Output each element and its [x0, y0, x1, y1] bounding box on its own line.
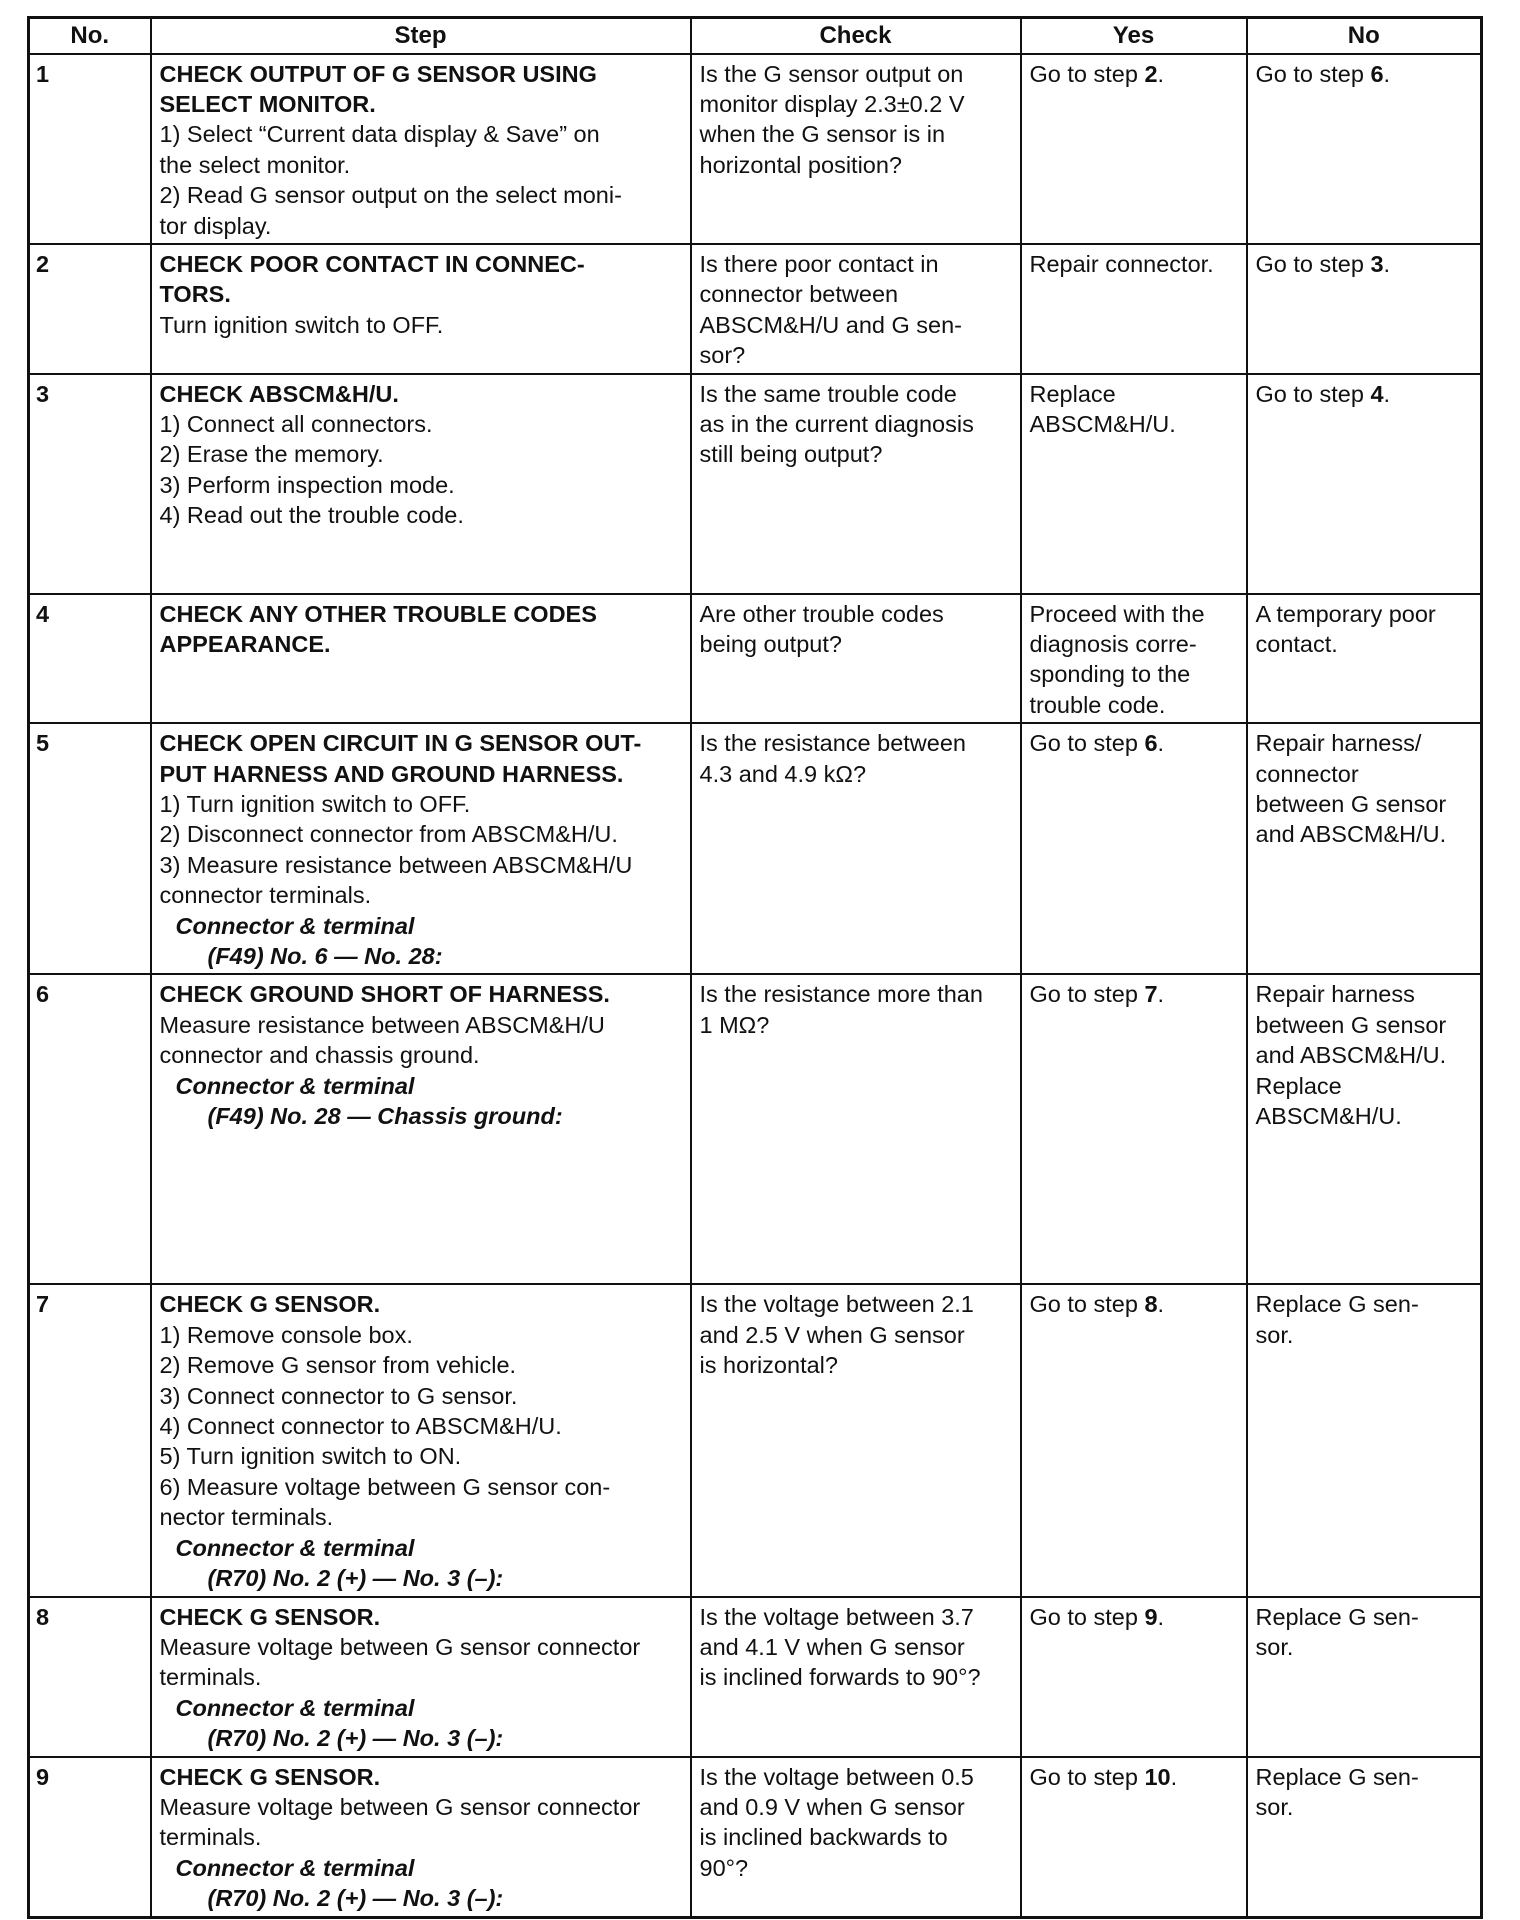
header-yes: Yes	[1021, 18, 1247, 54]
check-question: is horizontal?	[699, 1352, 838, 1379]
check-cell	[691, 594, 1021, 724]
no-text: Replace G sen-	[1255, 1603, 1419, 1630]
yes-text: trouble code.	[1029, 691, 1166, 718]
step-title: CHECK ANY OTHER TROUBLE CODES	[159, 600, 597, 627]
yes-cell	[1021, 1284, 1247, 1596]
connector-terminal-label: Connector & terminal	[175, 1534, 415, 1561]
connector-terminal-value: (R70) No. 2 (+) — No. 3 (–):	[207, 1725, 504, 1752]
no-step-ref: 4	[1370, 380, 1384, 407]
header-no-result: No	[1247, 18, 1482, 54]
check-question: Is there poor contact in	[699, 250, 939, 277]
yes-text: Proceed with the	[1029, 600, 1205, 627]
check-cell	[691, 1284, 1021, 1596]
step-cell	[151, 594, 691, 724]
yes-text: sponding to the	[1029, 661, 1191, 688]
check-question: Is the voltage between 2.1	[699, 1291, 974, 1318]
check-question: and 2.5 V when G sensor	[699, 1321, 965, 1348]
check-question: still being output?	[699, 441, 883, 468]
check-cell	[691, 244, 1021, 374]
no-step-ref: 6	[1370, 60, 1384, 87]
table-row	[29, 54, 1482, 244]
check-question: Are other trouble codes	[699, 600, 944, 627]
no-text: and ABSCM&H/U.	[1255, 1042, 1447, 1069]
connector-terminal-value: (R70) No. 2 (+) — No. 3 (–):	[207, 1885, 504, 1912]
table-row	[29, 723, 1482, 974]
no-text: Repair harness/	[1255, 730, 1422, 757]
check-question: Is the same trouble code	[699, 380, 957, 407]
step-instruction: 5) Turn ignition switch to ON.	[159, 1443, 462, 1470]
table-row	[29, 594, 1482, 724]
step-title: CHECK OUTPUT OF G SENSOR USING	[159, 60, 597, 87]
no-step-ref: 3	[1370, 250, 1384, 277]
check-question: monitor display 2.3±0.2 V	[699, 90, 965, 117]
step-title: SELECT MONITOR.	[159, 90, 376, 117]
step-instruction: 2) Disconnect connector from ABSCM&H/U.	[159, 821, 618, 848]
step-instruction: 3) Perform inspection mode.	[159, 471, 455, 498]
yes-step-ref: 8	[1144, 1291, 1158, 1318]
no-cell	[1247, 723, 1482, 974]
step-number: 5	[29, 723, 151, 974]
connector-terminal-value: (F49) No. 28 — Chassis ground:	[207, 1103, 563, 1130]
yes-step-ref: 7	[1144, 981, 1158, 1008]
no-cell	[1247, 244, 1482, 374]
check-question: Is the resistance between	[699, 730, 966, 757]
check-question: Is the G sensor output on	[699, 60, 964, 87]
check-question: connector between	[699, 281, 899, 308]
yes-cell	[1021, 244, 1247, 374]
yes-text: Repair connector.	[1029, 250, 1214, 277]
yes-cell	[1021, 1757, 1247, 1918]
yes-text: Go to step 7.	[1029, 981, 1165, 1008]
step-number: 2	[29, 244, 151, 374]
step-cell	[151, 1284, 691, 1596]
diagnosis-table	[27, 16, 1483, 1919]
step-instruction: 1) Connect all connectors.	[159, 410, 433, 437]
check-question: Is the voltage between 0.5	[699, 1763, 974, 1790]
no-text: A temporary poor	[1255, 600, 1436, 627]
step-number: 6	[29, 974, 151, 1284]
no-text: sor.	[1255, 1793, 1294, 1820]
check-cell	[691, 1757, 1021, 1918]
step-instruction: Measure voltage between G sensor connector	[159, 1633, 641, 1660]
step-title: CHECK OPEN CIRCUIT IN G SENSOR OUT-	[159, 730, 642, 757]
no-cell	[1247, 1284, 1482, 1596]
no-text: ABSCM&H/U.	[1255, 1103, 1402, 1130]
yes-cell	[1021, 54, 1247, 244]
step-title: CHECK GROUND SHORT OF HARNESS.	[159, 981, 610, 1008]
no-text: Go to step 3.	[1255, 250, 1391, 277]
yes-text: Go to step 2.	[1029, 60, 1165, 87]
yes-text: ABSCM&H/U.	[1029, 410, 1176, 437]
check-question: is inclined backwards to	[699, 1824, 948, 1851]
step-title: CHECK POOR CONTACT IN CONNEC-	[159, 250, 585, 277]
header-no: No.	[29, 18, 151, 54]
step-instruction: 2) Read G sensor output on the select moni-	[159, 182, 622, 209]
no-text: sor.	[1255, 1321, 1294, 1348]
yes-cell	[1021, 723, 1247, 974]
step-instruction: 3) Measure resistance between ABSCM&H/U	[159, 851, 633, 878]
no-text: Go to step 4.	[1255, 380, 1391, 407]
yes-text: Go to step 8.	[1029, 1291, 1165, 1318]
step-title: CHECK G SENSOR.	[159, 1763, 381, 1790]
check-question: is inclined forwards to 90°?	[699, 1664, 981, 1691]
no-text: between G sensor	[1255, 1011, 1447, 1038]
step-instruction: 1) Select “Current data display & Save” on	[159, 121, 600, 148]
table-body	[29, 54, 1482, 1918]
step-instruction: 1) Turn ignition switch to OFF.	[159, 791, 471, 817]
check-cell	[691, 1597, 1021, 1757]
yes-text: Go to step 10.	[1029, 1763, 1178, 1790]
step-instruction: tor display.	[159, 212, 272, 239]
step-title: CHECK G SENSOR.	[159, 1291, 381, 1318]
yes-step-ref: 2	[1144, 60, 1158, 87]
step-title: TORS.	[159, 281, 231, 308]
table-row	[29, 1284, 1482, 1596]
step-instruction: connector terminals.	[159, 882, 372, 909]
step-instruction: 4) Connect connector to ABSCM&H/U.	[159, 1413, 562, 1440]
yes-text: Go to step 9.	[1029, 1603, 1165, 1630]
step-instruction: 1) Remove console box.	[159, 1321, 413, 1348]
step-number: 1	[29, 54, 151, 244]
step-cell	[151, 374, 691, 594]
check-question: 1 MΩ?	[699, 1011, 770, 1038]
step-cell	[151, 1597, 691, 1757]
connector-terminal-value: (F49) No. 6 — No. 28:	[207, 943, 443, 970]
check-question: when the G sensor is in	[699, 121, 946, 148]
step-number: 9	[29, 1757, 151, 1918]
table-row	[29, 974, 1482, 1284]
no-text: Go to step 6.	[1255, 60, 1391, 87]
yes-cell	[1021, 974, 1247, 1284]
step-cell	[151, 244, 691, 374]
yes-text: diagnosis corre-	[1029, 630, 1197, 657]
step-instruction: 2) Erase the memory.	[159, 441, 384, 468]
check-question: being output?	[699, 630, 842, 657]
check-question: horizontal position?	[699, 151, 902, 178]
check-cell	[691, 974, 1021, 1284]
step-title: APPEARANCE.	[159, 630, 331, 657]
table-row	[29, 1757, 1482, 1918]
check-cell	[691, 54, 1021, 244]
header-row	[29, 18, 1482, 54]
check-question: 4.3 and 4.9 kΩ?	[699, 760, 867, 787]
header-check: Check	[691, 18, 1021, 54]
no-text: sor.	[1255, 1633, 1294, 1660]
no-cell	[1247, 1757, 1482, 1918]
no-cell	[1247, 54, 1482, 244]
step-instruction: nector terminals.	[159, 1504, 334, 1531]
yes-cell	[1021, 1597, 1247, 1757]
step-number: 3	[29, 374, 151, 594]
step-instruction: Turn ignition switch to OFF.	[159, 311, 444, 338]
check-question: Is the voltage between 3.7	[699, 1603, 974, 1630]
no-text: Replace G sen-	[1255, 1291, 1419, 1318]
step-cell	[151, 974, 691, 1284]
step-cell	[151, 54, 691, 244]
step-number: 8	[29, 1597, 151, 1757]
connector-terminal-label: Connector & terminal	[175, 1854, 415, 1881]
no-cell	[1247, 1597, 1482, 1757]
table-row	[29, 244, 1482, 374]
no-text: Replace	[1255, 1072, 1342, 1099]
no-text: Replace G sen-	[1255, 1763, 1419, 1790]
step-instruction: connector and chassis ground.	[159, 1042, 480, 1069]
no-text: contact.	[1255, 630, 1338, 657]
no-cell	[1247, 374, 1482, 594]
connector-terminal-label: Connector & terminal	[175, 1072, 415, 1099]
check-cell	[691, 723, 1021, 974]
diagnosis-sheet	[27, 16, 1480, 1912]
step-title: PUT HARNESS AND GROUND HARNESS.	[159, 760, 624, 787]
step-title: CHECK G SENSOR.	[159, 1603, 381, 1630]
step-instruction: 3) Connect connector to G sensor.	[159, 1382, 518, 1409]
no-text: connector	[1255, 760, 1359, 787]
yes-step-ref: 9	[1144, 1603, 1158, 1630]
step-instruction: Measure resistance between ABSCM&H/U	[159, 1011, 605, 1038]
yes-cell	[1021, 374, 1247, 594]
no-cell	[1247, 974, 1482, 1284]
no-cell	[1247, 594, 1482, 724]
no-text: between G sensor	[1255, 791, 1447, 817]
connector-terminal-label: Connector & terminal	[175, 912, 415, 939]
step-instruction: 6) Measure voltage between G sensor con-	[159, 1473, 611, 1500]
check-question: 90°?	[699, 1854, 749, 1881]
step-instruction: 4) Read out the trouble code.	[159, 502, 464, 529]
step-instruction: terminals.	[159, 1824, 262, 1851]
check-question: Is the resistance more than	[699, 981, 983, 1008]
yes-text: Go to step 6.	[1029, 730, 1165, 757]
table-row	[29, 1597, 1482, 1757]
check-question: as in the current diagnosis	[699, 410, 974, 437]
step-cell	[151, 1757, 691, 1918]
yes-step-ref: 6	[1144, 730, 1158, 757]
check-question: ABSCM&H/U and G sen-	[699, 311, 963, 338]
no-text: and ABSCM&H/U.	[1255, 821, 1447, 848]
step-instruction: terminals.	[159, 1664, 262, 1691]
step-cell	[151, 723, 691, 974]
check-question: and 4.1 V when G sensor	[699, 1633, 965, 1660]
header-step: Step	[151, 18, 691, 54]
check-cell	[691, 374, 1021, 594]
check-question: sor?	[699, 342, 746, 369]
yes-text: Replace	[1029, 380, 1116, 407]
connector-terminal-label: Connector & terminal	[175, 1694, 415, 1721]
table-row	[29, 374, 1482, 594]
step-title: CHECK ABSCM&H/U.	[159, 380, 399, 407]
step-number: 7	[29, 1284, 151, 1596]
check-question: and 0.9 V when G sensor	[699, 1793, 965, 1820]
step-instruction: Measure voltage between G sensor connector	[159, 1793, 641, 1820]
yes-cell	[1021, 594, 1247, 724]
step-number: 4	[29, 594, 151, 724]
connector-terminal-value: (R70) No. 2 (+) — No. 3 (–):	[207, 1565, 504, 1592]
yes-step-ref: 10	[1144, 1763, 1171, 1790]
step-instruction: the select monitor.	[159, 151, 351, 178]
no-text: Repair harness	[1255, 981, 1415, 1008]
step-instruction: 2) Remove G sensor from vehicle.	[159, 1352, 517, 1379]
